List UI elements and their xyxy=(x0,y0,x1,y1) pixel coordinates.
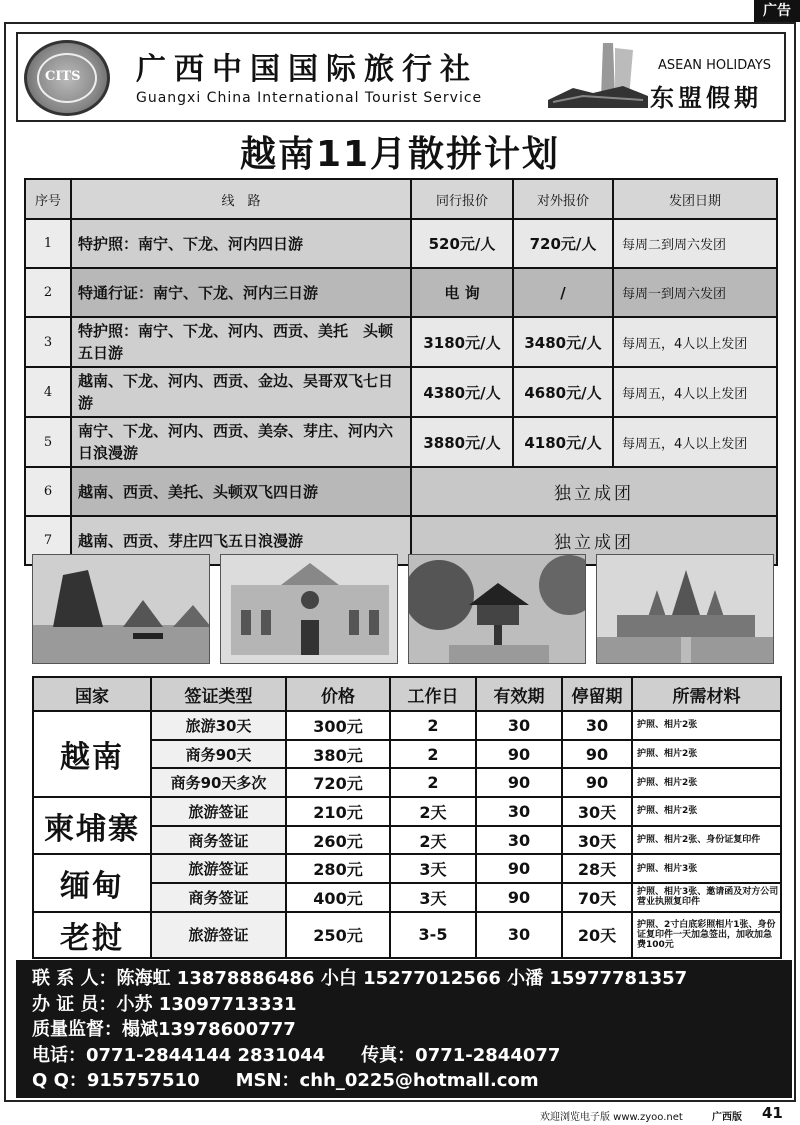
row-route: 越南、西贡、美托、头顿双飞四日游 xyxy=(71,467,411,516)
visa-valid: 30 xyxy=(476,797,562,826)
visa-workdays: 2天 xyxy=(390,797,476,826)
visa-stay: 30天 xyxy=(562,826,632,855)
photo-strip xyxy=(32,554,776,664)
visa-materials: 护照、相片3张 xyxy=(632,854,781,883)
visa-valid: 90 xyxy=(476,768,562,797)
row-no: 2 xyxy=(25,268,71,317)
welcome-text: 欢迎浏览电子版 www.zyoo.net xyxy=(540,1112,683,1123)
header-stay: 停留期 xyxy=(562,677,632,711)
visa-materials: 护照、相片2张 xyxy=(632,740,781,769)
row-no: 1 xyxy=(25,219,71,268)
table-row xyxy=(25,367,777,417)
row-departure: 每周二到周六发团 xyxy=(613,219,777,268)
header-no: 序号 xyxy=(25,179,71,219)
row-route: 特通行证：南宁、下龙、河内三日游 xyxy=(71,268,411,317)
row-departure: 每周五，4人以上发团 xyxy=(613,417,777,467)
row-public-price: 4180元/人 xyxy=(513,417,613,467)
visa-type: 商务90天多次 xyxy=(151,768,286,797)
header-visa-type: 签证类型 xyxy=(151,677,286,711)
row-public-price: / xyxy=(513,268,613,317)
row-departure: 每周五，4人以上发团 xyxy=(613,317,777,367)
row-route: 特护照：南宁、下龙、河内四日游 xyxy=(71,219,411,268)
header-workdays: 工作日 xyxy=(390,677,476,711)
table-row xyxy=(33,912,781,958)
phone-fax: 电话：0771-2844144 2831044 传真：0771-2844077 xyxy=(32,1044,561,1066)
visa-workdays: 2天 xyxy=(390,826,476,855)
country-laos: 老挝 xyxy=(33,912,151,958)
visa-stay: 28天 xyxy=(562,854,632,883)
one-pillar-pagoda-photo xyxy=(408,554,586,664)
page-footer xyxy=(0,1104,800,1125)
header-peer-price: 同行报价 xyxy=(411,179,513,219)
ad-frame xyxy=(4,22,796,1102)
visa-workdays: 2 xyxy=(390,768,476,797)
row-route: 越南、下龙、河内、西贡、金边、吴哥双飞七日游 xyxy=(71,367,411,417)
row-route: 南宁、下龙、河内、西贡、美奈、芽庄、河内六日浪漫游 xyxy=(71,417,411,467)
visa-price: 250元 xyxy=(286,912,390,958)
visa-stay: 90 xyxy=(562,768,632,797)
tour-schedule-table xyxy=(24,178,778,566)
country-myanmar: 缅甸 xyxy=(33,854,151,911)
visa-materials: 护照、相片2张 xyxy=(632,797,781,826)
table-row xyxy=(25,467,777,516)
header-country: 国家 xyxy=(33,677,151,711)
country-cambodia: 柬埔寨 xyxy=(33,797,151,854)
row-peer-price: 3880元/人 xyxy=(411,417,513,467)
visa-materials: 护照、2寸白底彩照相片1张、身份证复印件一天加急签出，加收加急费100元 xyxy=(632,912,781,958)
visa-type: 商务90天 xyxy=(151,740,286,769)
visa-stay: 90 xyxy=(562,740,632,769)
visa-materials: 护照、相片3张、邀请函及对方公司营业执照复印件 xyxy=(632,883,781,912)
edition-label: 广西版 xyxy=(712,1112,742,1123)
visa-price: 380元 xyxy=(286,740,390,769)
table-row xyxy=(25,268,777,317)
table-row xyxy=(25,219,777,268)
visa-stay: 30 xyxy=(562,711,632,740)
visa-workdays: 2 xyxy=(390,711,476,740)
row-departure: 每周一到周六发团 xyxy=(613,268,777,317)
visa-valid: 90 xyxy=(476,883,562,912)
row-no: 4 xyxy=(25,367,71,417)
visa-price: 260元 xyxy=(286,826,390,855)
saigon-post-office-photo xyxy=(220,554,398,664)
row-no: 7 xyxy=(25,516,71,565)
visa-price: 720元 xyxy=(286,768,390,797)
visa-workdays: 3天 xyxy=(390,854,476,883)
row-peer-price: 电 询 xyxy=(411,268,513,317)
header-departure: 发团日期 xyxy=(613,179,777,219)
row-public-price: 720元/人 xyxy=(513,219,613,268)
row-peer-price: 4380元/人 xyxy=(411,367,513,417)
header-route: 线 路 xyxy=(71,179,411,219)
visa-stay: 30天 xyxy=(562,797,632,826)
header-valid: 有效期 xyxy=(476,677,562,711)
row-route: 越南、西贡、芽庄四飞五日浪漫游 xyxy=(71,516,411,565)
row-public-price: 4680元/人 xyxy=(513,367,613,417)
header-price: 价格 xyxy=(286,677,390,711)
row-no: 6 xyxy=(25,467,71,516)
contact-block xyxy=(16,960,792,1098)
angkor-wat-photo xyxy=(596,554,774,664)
brand-name-en: ASEAN HOLIDAYS xyxy=(658,58,772,73)
brand-name-cn: 东盟假期 xyxy=(650,83,762,112)
qq-msn: Q Q：915757510 MSN：chh_0225@hotmall.com xyxy=(32,1070,539,1091)
visa-workdays: 3-5 xyxy=(390,912,476,958)
table-header-row xyxy=(25,179,777,219)
visa-price: 400元 xyxy=(286,883,390,912)
row-independent: 独立成团 xyxy=(411,467,777,516)
visa-type: 旅游签证 xyxy=(151,797,286,826)
company-name-cn: 广西中国国际旅行社 xyxy=(136,52,478,87)
visa-valid: 90 xyxy=(476,740,562,769)
row-peer-price: 3180元/人 xyxy=(411,317,513,367)
logo-text: CITS xyxy=(45,69,81,84)
table-row xyxy=(25,417,777,467)
visa-workdays: 2 xyxy=(390,740,476,769)
visa-stay: 70天 xyxy=(562,883,632,912)
row-public-price: 3480元/人 xyxy=(513,317,613,367)
visa-type: 旅游签证 xyxy=(151,912,286,958)
page-title: 越南11月散拼计划 xyxy=(239,134,561,175)
row-peer-price: 520元/人 xyxy=(411,219,513,268)
visa-type: 旅游签证 xyxy=(151,854,286,883)
cits-logo xyxy=(24,40,110,116)
visa-price: 210元 xyxy=(286,797,390,826)
visa-table xyxy=(32,676,782,959)
visa-stay: 20天 xyxy=(562,912,632,958)
ad-tag: 广告 xyxy=(754,0,800,22)
visa-officer: 办 证 员：小苏 13097713331 xyxy=(32,993,297,1015)
row-route: 特护照：南宁、下龙、河内、西贡、美托 头顿五日游 xyxy=(71,317,411,367)
halong-bay-photo xyxy=(32,554,210,664)
visa-type: 商务签证 xyxy=(151,883,286,912)
visa-valid: 90 xyxy=(476,854,562,883)
visa-materials: 护照、相片2张 xyxy=(632,711,781,740)
table-row xyxy=(25,317,777,367)
visa-price: 280元 xyxy=(286,854,390,883)
visa-price: 300元 xyxy=(286,711,390,740)
visa-valid: 30 xyxy=(476,711,562,740)
visa-materials: 护照、相片2张、身份证复印件 xyxy=(632,826,781,855)
visa-valid: 30 xyxy=(476,912,562,958)
country-vietnam: 越南 xyxy=(33,711,151,797)
header-materials: 所需材料 xyxy=(632,677,781,711)
visa-workdays: 3天 xyxy=(390,883,476,912)
table-row xyxy=(33,797,781,826)
row-no: 3 xyxy=(25,317,71,367)
visa-valid: 30 xyxy=(476,826,562,855)
contact-persons: 联 系 人：陈海虹 13878886486 小白 15277012566 小潘 15977781357 xyxy=(32,968,688,989)
row-no: 5 xyxy=(25,417,71,467)
company-name-en: Guangxi China International Tourist Service xyxy=(136,90,483,106)
asean-landmark-icon xyxy=(543,38,653,118)
page-number: 41 xyxy=(762,1104,783,1122)
visa-header-row xyxy=(33,677,781,711)
visa-type: 旅游30天 xyxy=(151,711,286,740)
header xyxy=(16,32,786,122)
visa-type: 商务签证 xyxy=(151,826,286,855)
visa-materials: 护照、相片2张 xyxy=(632,768,781,797)
row-independent: 独立成团 xyxy=(411,516,777,565)
header-public-price: 对外报价 xyxy=(513,179,613,219)
table-row xyxy=(33,711,781,740)
row-departure: 每周五，4人以上发团 xyxy=(613,367,777,417)
quality-supervisor: 质量监督：榻斌13978600777 xyxy=(32,1019,296,1040)
table-row xyxy=(33,854,781,883)
